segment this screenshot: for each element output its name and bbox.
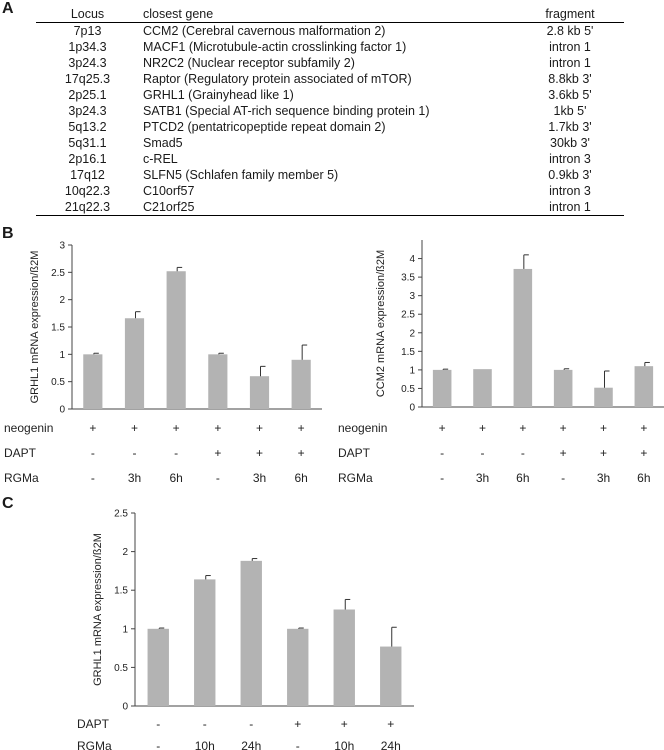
- y-tick-label: 1: [122, 624, 128, 636]
- locus-cell: 10q22.3: [64, 184, 111, 198]
- gene-cell: CCM2 (Cerebral cavernous malformation 2): [143, 24, 386, 38]
- bar: [194, 579, 215, 706]
- condition-value: +: [340, 717, 348, 731]
- bar: [241, 561, 262, 706]
- y-tick-label: 1.5: [51, 322, 65, 334]
- bar: [148, 629, 169, 706]
- condition-row-label: DAPT: [4, 446, 37, 460]
- y-tick-label: 0: [409, 402, 415, 414]
- condition-value: +: [255, 421, 264, 435]
- condition-value: +: [297, 446, 305, 460]
- locus-cell: 2p16.1: [68, 152, 107, 166]
- locus-cell: 21q22.3: [36, 199, 139, 216]
- gene-cell: NR2C2 (Nuclear receptor subfamily 2): [143, 56, 355, 70]
- condition-value: -: [249, 717, 254, 731]
- gene-cell: C21orf25: [139, 199, 516, 216]
- condition-value: +: [640, 421, 648, 435]
- y-axis-label: CCM2 mRNA expression/ß2M: [375, 249, 387, 398]
- condition-value: 6h: [169, 471, 183, 485]
- y-tick-label: 2.5: [51, 267, 65, 279]
- fragment-cell: intron 3: [549, 152, 591, 166]
- locus-cell: 5q13.2: [68, 120, 107, 134]
- condition-row-label: DAPT: [338, 446, 371, 460]
- condition-value: 10h: [334, 739, 355, 750]
- y-tick-label: 0.5: [51, 377, 65, 389]
- condition-value: +: [297, 421, 305, 435]
- fragment-cell: intron 1: [549, 40, 591, 54]
- bar: [287, 629, 308, 706]
- y-tick-label: 1: [409, 365, 415, 377]
- condition-value: -: [156, 717, 161, 731]
- condition-value: -: [440, 471, 445, 485]
- condition-value: +: [255, 446, 264, 460]
- condition-value: +: [214, 421, 222, 435]
- y-tick-label: 0: [122, 701, 128, 713]
- locus-cell: 3p24.3: [68, 104, 107, 118]
- gene-cell: Raptor (Regulatory protein associated of mTOR): [143, 72, 412, 86]
- fragment-cell: intron 1: [516, 199, 624, 216]
- gene-cell: SLFN5 (Schlafen family member 5): [143, 168, 339, 182]
- header-locus: Locus: [36, 6, 139, 23]
- condition-value: 3h: [596, 471, 611, 485]
- y-tick-label: 3: [59, 240, 65, 252]
- condition-value: -: [480, 446, 485, 460]
- y-tick-label: 0.5: [401, 383, 415, 395]
- fragment-cell: 1kb 5': [553, 104, 587, 118]
- condition-value: -: [295, 739, 300, 750]
- locus-cell: 17q12: [70, 168, 105, 182]
- y-tick-label: 0.5: [114, 662, 128, 674]
- y-tick-label: 1.5: [401, 346, 415, 358]
- y-tick-label: 1: [59, 349, 65, 361]
- header-fragment: fragment: [516, 6, 624, 23]
- condition-value: 3h: [252, 471, 267, 485]
- condition-value: -: [90, 446, 95, 460]
- condition-value: -: [215, 471, 220, 485]
- condition-value: +: [294, 717, 302, 731]
- condition-value: 6h: [637, 471, 651, 485]
- condition-value: +: [559, 446, 567, 460]
- condition-value: -: [440, 446, 445, 460]
- gene-cell: C10orf57: [143, 184, 195, 198]
- condition-value: 10h: [194, 739, 215, 750]
- condition-value: -: [90, 471, 95, 485]
- condition-value: -: [520, 446, 525, 460]
- condition-row-label: RGMa: [77, 739, 112, 750]
- y-tick-label: 2.5: [114, 508, 128, 520]
- locus-cell: 2p25.1: [68, 88, 107, 102]
- condition-value: +: [438, 421, 446, 435]
- y-tick-label: 2: [409, 328, 415, 340]
- fragment-cell: intron 3: [549, 184, 591, 198]
- y-tick-label: 2.5: [401, 309, 415, 321]
- condition-value: 6h: [294, 471, 308, 485]
- condition-value: +: [519, 421, 527, 435]
- fragment-cell: 2.8 kb 5': [546, 24, 594, 38]
- condition-value: +: [599, 446, 608, 460]
- condition-value: -: [202, 717, 207, 731]
- condition-value: 24h: [380, 739, 401, 750]
- locus-cell: 5q31.1: [68, 136, 107, 150]
- fragment-cell: 0.9kb 3': [548, 168, 592, 182]
- condition-row-label: DAPT: [77, 717, 110, 731]
- condition-row-label: RGMa: [4, 471, 39, 485]
- fragment-cell: 1.7kb 3': [548, 120, 592, 134]
- gene-cell: PTCD2 (pentatricopeptide repeat domain 2): [143, 120, 386, 134]
- y-tick-label: 0: [59, 404, 65, 416]
- y-tick-label: 3.5: [401, 272, 415, 284]
- condition-value: -: [174, 446, 179, 460]
- locus-cell: 3p24.3: [68, 56, 107, 70]
- condition-value: 6h: [516, 471, 530, 485]
- gene-cell: Smad5: [143, 136, 183, 150]
- y-axis-label: GRHL1 mRNA expression/ß2M: [29, 250, 41, 404]
- bar: [380, 647, 401, 706]
- locus-cell: 17q25.3: [64, 72, 111, 86]
- condition-row-label: neogenin: [338, 421, 388, 435]
- fragment-cell: 8.8kb 3': [548, 72, 592, 86]
- header-closest-gene: closest gene: [139, 6, 516, 23]
- y-tick-label: 1.5: [114, 585, 128, 597]
- gene-cell: c-REL: [143, 152, 178, 166]
- y-tick-label: 2: [59, 295, 65, 307]
- condition-value: +: [478, 421, 487, 435]
- condition-value: +: [640, 446, 648, 460]
- condition-value: +: [130, 421, 139, 435]
- condition-value: -: [132, 446, 137, 460]
- condition-value: +: [214, 446, 222, 460]
- fragment-cell: intron 1: [549, 56, 591, 70]
- fragment-cell: 3.6kb 5': [548, 88, 592, 102]
- y-tick-label: 4: [409, 254, 415, 266]
- condition-value: +: [89, 421, 97, 435]
- condition-value: +: [172, 421, 180, 435]
- locus-cell: 7p13: [73, 24, 102, 38]
- panel-b-letter: B: [2, 225, 14, 242]
- locus-cell: 1p34.3: [68, 40, 107, 54]
- gene-cell: SATB1 (Special AT-rich sequence binding protein 1): [143, 104, 430, 118]
- panel-a-letter: A: [2, 0, 14, 17]
- gene-cell: MACF1 (Microtubule-actin crosslinking factor 1): [143, 40, 407, 54]
- gene-cell: GRHL1 (Grainyhead like 1): [143, 88, 294, 102]
- condition-value: +: [559, 421, 567, 435]
- condition-value: -: [156, 739, 161, 750]
- condition-value: 24h: [241, 739, 262, 750]
- condition-value: 3h: [127, 471, 142, 485]
- condition-row-label: RGMa: [338, 471, 373, 485]
- condition-value: 3h: [475, 471, 490, 485]
- y-axis-label: GRHL1 mRNA expression/ß2M: [92, 533, 104, 686]
- y-tick-label: 2: [122, 547, 128, 559]
- condition-value: -: [561, 471, 566, 485]
- condition-value: +: [387, 717, 395, 731]
- fragment-cell: 30kb 3': [550, 136, 590, 150]
- y-tick-label: 3: [409, 291, 415, 303]
- condition-row-label: neogenin: [4, 421, 54, 435]
- panel-c-letter: C: [2, 495, 14, 512]
- condition-value: +: [599, 421, 608, 435]
- bar: [334, 610, 355, 707]
